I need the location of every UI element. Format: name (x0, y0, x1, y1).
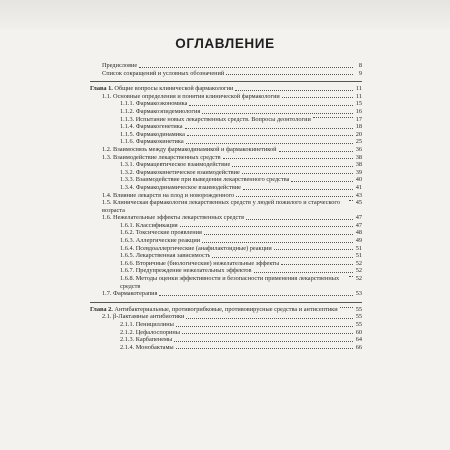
page-number: 52 (355, 275, 362, 283)
entry-label: 1.1.1. Фармакоэкономика (120, 100, 188, 108)
toc-entry (90, 176, 362, 184)
toc-entry (90, 123, 362, 131)
dot-leader (246, 218, 353, 220)
dot-leader (242, 172, 353, 174)
page-number: 36 (355, 145, 362, 153)
page-number: 47 (355, 221, 362, 229)
toc-entry (90, 108, 362, 116)
dot-leader (186, 142, 353, 144)
page-number: 18 (355, 123, 362, 131)
dot-leader (223, 157, 353, 159)
entry-label: 1.6.3. Аллергические реакции (120, 237, 201, 245)
page-number: 17 (355, 115, 362, 123)
toc-entry (90, 100, 362, 108)
dot-leader (176, 325, 353, 327)
chapter-title (90, 306, 338, 314)
toc-entry (90, 70, 362, 78)
toc-entry (90, 116, 362, 124)
dot-leader (340, 306, 353, 308)
dot-leader (202, 112, 353, 114)
separator-line (90, 77, 362, 82)
toc-entry (90, 184, 362, 192)
page-number: 20 (355, 130, 362, 138)
toc-entry (90, 267, 362, 275)
dot-leader (282, 96, 353, 98)
entry-label: 2.1.4. Монобактамы (120, 343, 174, 351)
toc-entry (90, 237, 362, 245)
toc-entry (90, 245, 362, 253)
toc-entry (90, 169, 362, 177)
toc-entry (90, 199, 362, 214)
entry-label: 1.1.6. Фармакокинетика (120, 138, 184, 146)
dot-leader (281, 263, 353, 265)
toc-entry (90, 329, 362, 337)
page-number: 64 (355, 336, 362, 344)
page-number: 8 (358, 62, 362, 69)
chapter-name: Общие вопросы клинической фармакологии (112, 85, 234, 93)
entry-label: 1.5. Клиническая фармакология лекарственных средств у людей пожилого и старческого возраста (102, 199, 341, 214)
page-number: 11 (355, 85, 362, 93)
toc-entry (90, 336, 362, 344)
dot-leader (159, 294, 353, 296)
toc-entry (90, 290, 362, 298)
page-number: 40 (355, 176, 362, 184)
page-number: 48 (355, 229, 362, 237)
page-number: 39 (355, 168, 362, 176)
toc-entry (90, 344, 362, 352)
chapter-heading (90, 306, 362, 314)
toc-entry (90, 214, 362, 222)
chapter-2-block (90, 306, 362, 352)
entry-label: Список сокращений и условных обозначений (102, 69, 225, 77)
toc-entry (90, 252, 362, 260)
toc-entry (90, 229, 362, 237)
entry-label: 1.1.3. Испытание новых лекарственных средств. Вопросы деонтологии (120, 115, 311, 123)
chapter-title (90, 85, 233, 93)
dot-leader (189, 104, 353, 106)
dot-leader (236, 195, 353, 197)
dot-leader (185, 127, 353, 129)
dot-leader (243, 188, 353, 190)
toc-entry (90, 62, 362, 70)
page-number: 52 (355, 267, 362, 275)
dot-leader (226, 73, 353, 75)
toc-entry (90, 154, 362, 162)
dot-leader (349, 275, 353, 277)
toc-entry (90, 222, 362, 230)
dot-leader (254, 271, 353, 273)
separator-line (90, 298, 362, 303)
page-number: 38 (355, 153, 362, 161)
page-number: 51 (355, 244, 362, 252)
entry-label: 1.6.1. Классификация (120, 221, 178, 229)
toc-entry (90, 275, 362, 290)
chapter-number: Глава 1. (90, 85, 113, 93)
entry-label: 1.2. Взаимосвязь между фармакодинамикой и фармакокинетикой (102, 145, 277, 153)
page-number: 38 (355, 161, 362, 169)
page-title: ОГЛАВЛЕНИЕ (175, 36, 275, 51)
entry-label: 2.1. β-Лактамные антибиотики (102, 313, 185, 321)
dot-leader (182, 332, 353, 334)
entry-label: 2.1.1. Пенициллины (120, 321, 174, 328)
page-number: 52 (355, 259, 362, 267)
entry-label: 1.6.2. Токсические проявления (120, 229, 202, 237)
dot-leader (139, 66, 353, 68)
dot-leader (187, 134, 353, 136)
toc-entry (90, 146, 362, 154)
chapter-name: Антибактериальные, противогрибковые, противовирусные средства и антисептики (112, 305, 338, 313)
dot-leader (291, 180, 353, 182)
entry-label: 2.1.2. Цефалоспорины (120, 328, 180, 336)
dot-leader (313, 116, 353, 118)
entry-label: 1.3. Взаимодействие лекарственных средств (102, 153, 221, 161)
page-number: 43 (355, 191, 362, 199)
entry-label: 1.3.3. Взаимодействие при выведении лекарственного средства (120, 176, 290, 184)
previous-page-edge (0, 0, 450, 30)
entry-label: 1.3.1. Фармацевтическое взаимодействие (120, 161, 231, 169)
toc-entry (90, 93, 362, 101)
preface-list (90, 62, 362, 77)
entry-label: 1.6.4. Псевдоаллергические (анафилактоидные) реакции (120, 244, 272, 252)
page-number: 25 (355, 138, 362, 146)
page-number: 16 (355, 107, 362, 115)
entry-label: 2.1.3. Карбапенемы (120, 336, 173, 344)
dot-leader (180, 225, 353, 227)
entry-label: 1.3.4. Фармакодинамическое взаимодействие (120, 183, 241, 191)
chapter-1-block (90, 85, 362, 298)
page-number: 15 (355, 100, 362, 108)
entry-label: 1.6.8. Методы оценки эффективности и безопасности применения лекарственных средств (120, 275, 340, 290)
entry-label: 1.3.2. Фармакокинетическое взаимодействие (120, 168, 240, 176)
page-number: 11 (355, 92, 362, 100)
dot-leader (235, 89, 353, 91)
page-number: 51 (355, 252, 362, 260)
page-number: 66 (355, 343, 362, 351)
dot-leader (204, 233, 353, 235)
page-number: 55 (355, 321, 362, 328)
table-of-contents (90, 62, 362, 351)
page-number: 60 (355, 328, 362, 336)
dot-leader (176, 347, 353, 349)
chapter-number: Глава 2. (90, 305, 113, 313)
page-number: 49 (355, 237, 362, 245)
page-number: 55 (355, 305, 362, 313)
dot-leader (174, 340, 353, 342)
entry-label: 1.7. Фармакотерапия (102, 290, 158, 298)
dot-leader (274, 248, 353, 250)
chapter-heading (90, 85, 362, 93)
page-number: 53 (355, 290, 362, 298)
toc-entry (90, 131, 362, 139)
toc-entry (90, 192, 362, 200)
entry-label: 1.6. Нежелательные эффекты лекарственных средств (102, 214, 245, 222)
page-number: 55 (355, 313, 362, 321)
dot-leader (232, 165, 353, 167)
entry-label: 1.6.7. Предупреждение нежелательных эффектов (120, 267, 252, 275)
page-number: 41 (355, 183, 362, 191)
entry-label: 1.4. Влияние лекарств на плод и новорожденного (102, 191, 235, 199)
page-number: 9 (358, 69, 362, 77)
toc-entry (90, 321, 362, 329)
dot-leader (279, 150, 354, 152)
entry-label: 1.6.6. Вторичные (биологические) нежелательные эффекты (120, 259, 280, 267)
entry-label: Предисловие (102, 62, 138, 69)
entry-label: 1.1.4. Фармакогенетика (120, 123, 183, 131)
entry-label: 1.1. Основные определения и понятия клинической фармакологии (102, 92, 280, 100)
toc-entry (90, 313, 362, 321)
toc-entry (90, 138, 362, 146)
toc-entry (90, 161, 362, 169)
entry-label: 1.1.2. Фармакоэпидемиология (120, 107, 201, 115)
entry-label: 1.6.5. Лекарственная зависимость (120, 252, 211, 260)
page-number: 47 (355, 214, 362, 222)
dot-leader (202, 241, 353, 243)
page-number: 45 (355, 199, 362, 207)
dot-leader (186, 317, 353, 319)
dot-leader (212, 256, 353, 258)
dot-leader (349, 199, 353, 201)
toc-entry (90, 260, 362, 268)
entry-label: 1.1.5. Фармакодинамика (120, 130, 185, 138)
